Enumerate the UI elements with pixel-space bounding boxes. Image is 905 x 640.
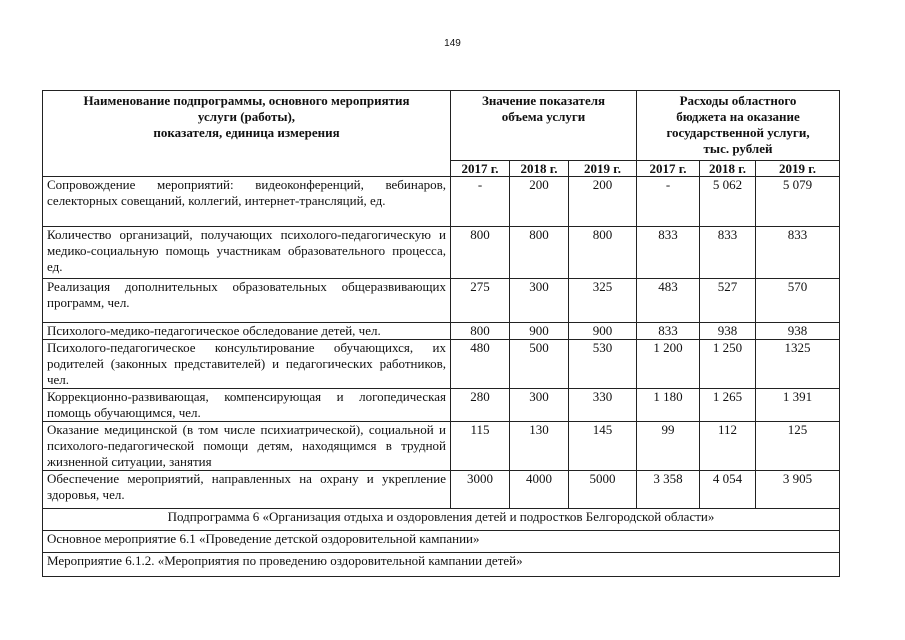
cell-value: 833	[756, 227, 840, 279]
cell-value: 800	[451, 323, 510, 340]
cell-value: 570	[756, 279, 840, 323]
main-event-row: Основное мероприятие 6.1 «Проведение детской оздоровительной кампании»	[43, 531, 840, 553]
year-header: 2019 г.	[756, 161, 840, 177]
row-name: Реализация дополнительных образовательных общеразвивающих программ, чел.	[43, 279, 451, 323]
table-row	[43, 422, 840, 471]
budget-table	[42, 90, 840, 577]
cell-value: 800	[569, 227, 637, 279]
cell-value: 938	[756, 323, 840, 340]
cell-value: 5 062	[700, 177, 756, 227]
cell-value: 5 079	[756, 177, 840, 227]
header-volume-line-1: Значение показателя	[481, 93, 606, 108]
year-header: 2017 г.	[637, 161, 700, 177]
header-name-line-2: услуги (работы),	[197, 109, 296, 124]
cell-value: 1 200	[637, 340, 700, 389]
row-name: Психолого-медико-педагогическое обследование детей, чел.	[43, 323, 451, 340]
cell-value: 483	[637, 279, 700, 323]
cell-value: 3 905	[756, 471, 840, 509]
cell-value: 833	[637, 323, 700, 340]
table-row	[43, 340, 840, 389]
cell-value: 527	[700, 279, 756, 323]
header-name-line-3: показателя, единица измерения	[153, 125, 340, 140]
cell-value: 200	[569, 177, 637, 227]
cell-value: 130	[510, 422, 569, 471]
header-volume-column	[451, 91, 637, 161]
header-budget-line-2: бюджета на оказание	[676, 109, 800, 124]
cell-value: 530	[569, 340, 637, 389]
cell-value: 4 054	[700, 471, 756, 509]
cell-value: 300	[510, 279, 569, 323]
event-row: Мероприятие 6.1.2. «Мероприятия по проведению оздоровительной кампании детей»	[43, 553, 840, 577]
cell-value: 1 391	[756, 389, 840, 422]
cell-value: -	[637, 177, 700, 227]
cell-value: 280	[451, 389, 510, 422]
cell-value: 99	[637, 422, 700, 471]
table-row	[43, 279, 840, 323]
cell-value: 1325	[756, 340, 840, 389]
cell-value: 938	[700, 323, 756, 340]
year-header: 2018 г.	[510, 161, 569, 177]
row-name: Сопровождение мероприятий: видеоконференций, вебинаров, селекторных совещаний, коллегий, интернет-трансляций, ед.	[43, 177, 451, 227]
cell-value: 125	[756, 422, 840, 471]
cell-value: 300	[510, 389, 569, 422]
row-name: Количество организаций, получающих психолого-педагогическую и медико-социальную помощь участникам образовательного процесса, ед.	[43, 227, 451, 279]
cell-value: -	[451, 177, 510, 227]
year-header: 2018 г.	[700, 161, 756, 177]
cell-value: 800	[451, 227, 510, 279]
cell-value: 1 250	[700, 340, 756, 389]
cell-value: 833	[700, 227, 756, 279]
subprogram-row: Подпрограмма 6 «Организация отдыха и оздоровления детей и подростков Белгородской области»	[43, 509, 840, 531]
table-row	[43, 177, 840, 227]
header-budget-column	[637, 91, 840, 161]
cell-value: 480	[451, 340, 510, 389]
cell-value: 900	[510, 323, 569, 340]
table-row	[43, 389, 840, 422]
row-name: Обеспечение мероприятий, направленных на охрану и укрепление здоровья, чел.	[43, 471, 451, 509]
row-name: Коррекционно-развивающая, компенсирующая и логопедическая помощь обучающимся, чел.	[43, 389, 451, 422]
cell-value: 800	[510, 227, 569, 279]
cell-value: 1 265	[700, 389, 756, 422]
row-name: Психолого-педагогическое консультирование обучающихся, их родителей (законных представителей) и педагогических работников, чел.	[43, 340, 451, 389]
year-header: 2019 г.	[569, 161, 637, 177]
cell-value: 833	[637, 227, 700, 279]
cell-value: 3 358	[637, 471, 700, 509]
header-volume-line-2: объема услуги	[501, 109, 586, 124]
cell-value: 330	[569, 389, 637, 422]
table-row	[43, 471, 840, 509]
cell-value: 900	[569, 323, 637, 340]
cell-value: 5000	[569, 471, 637, 509]
header-budget-line-3: государственной услуги,	[666, 125, 810, 140]
cell-value: 275	[451, 279, 510, 323]
cell-value: 4000	[510, 471, 569, 509]
cell-value: 325	[569, 279, 637, 323]
header-name-line-1: Наименование подпрограммы, основного мероприятия	[83, 93, 410, 108]
page-number: 149	[444, 38, 461, 49]
cell-value: 145	[569, 422, 637, 471]
header-name-column	[43, 91, 451, 177]
cell-value: 112	[700, 422, 756, 471]
cell-value: 1 180	[637, 389, 700, 422]
cell-value: 200	[510, 177, 569, 227]
table-row	[43, 227, 840, 279]
header-budget-line-4: тыс. рублей	[703, 141, 773, 156]
table-row	[43, 323, 840, 340]
year-header: 2017 г.	[451, 161, 510, 177]
header-budget-line-1: Расходы областного	[679, 93, 797, 108]
cell-value: 115	[451, 422, 510, 471]
cell-value: 3000	[451, 471, 510, 509]
row-name: Оказание медицинской (в том числе психиатрической), социальной и психолого-педагогической помощи детям, находящимся в трудной жизненной ситуации, занятия	[43, 422, 451, 471]
cell-value: 500	[510, 340, 569, 389]
